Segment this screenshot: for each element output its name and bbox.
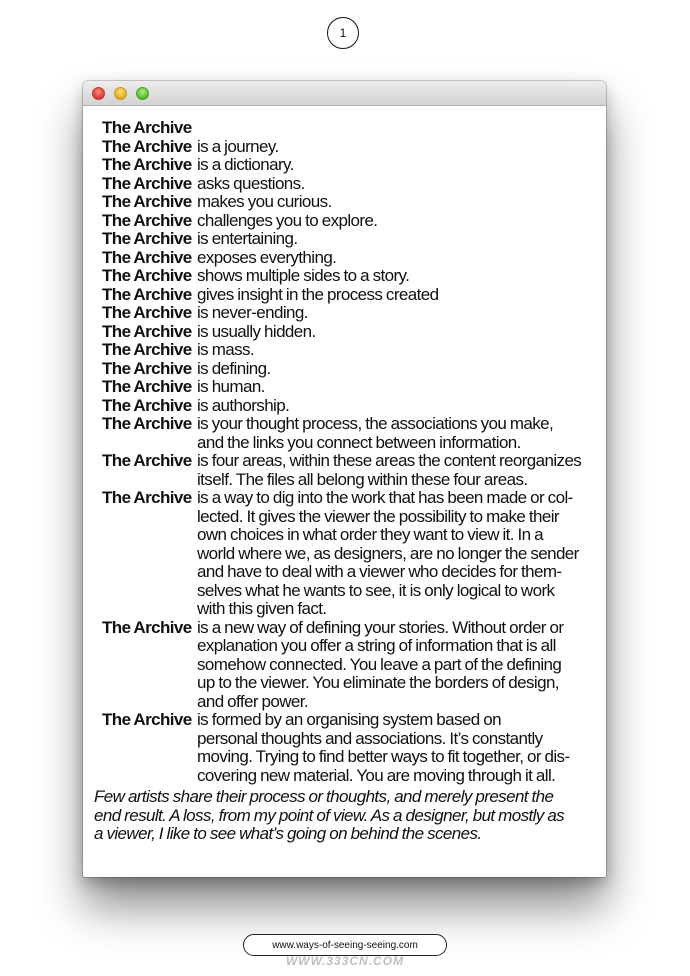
entry-text: gives insight in the process created xyxy=(197,284,439,304)
archive-entry xyxy=(102,156,602,175)
archive-entry xyxy=(102,286,602,305)
entry-label: The Archive xyxy=(102,173,192,193)
entry-text: is authorship. xyxy=(197,395,290,415)
entry-text: is your thought process, the associations you make, and the links you connect between information. xyxy=(197,414,554,452)
entry-label: The Archive xyxy=(102,192,192,211)
archive-entry xyxy=(102,341,602,360)
app-window xyxy=(83,81,606,877)
entry-text: is four areas, within these areas the content reorganizes itself. The files all belong within these four areas. xyxy=(197,451,582,489)
archive-entry xyxy=(102,249,602,268)
entry-text: is mass. xyxy=(197,340,255,359)
archive-entry xyxy=(102,619,602,712)
archive-entry xyxy=(102,138,602,157)
entry-text: is a dictionary. xyxy=(197,155,294,174)
entry-text: is a new way of defining your stories. Without order or explanation you offer a string of information that is all somehow connected. You leave a part of the defining up to the viewer. You eliminate the borders of design, and offer power. xyxy=(197,617,564,711)
entry-label: The Archive xyxy=(102,358,192,378)
archive-text xyxy=(94,118,602,844)
close-window-icon[interactable] xyxy=(92,87,105,100)
entry-text: is usually hidden. xyxy=(197,321,316,341)
archive-entry xyxy=(102,397,602,416)
entry-text: shows multiple sides to a story. xyxy=(197,266,410,285)
archive-entry xyxy=(102,323,602,342)
entry-label: The Archive xyxy=(102,284,192,304)
archive-entries xyxy=(102,138,602,786)
page-number-badge: 1 xyxy=(327,17,359,49)
archive-entry xyxy=(102,360,602,379)
entry-text: makes you curious. xyxy=(197,192,332,211)
entry-text: asks questions. xyxy=(197,173,305,193)
entry-text: challenges you to explore. xyxy=(197,210,378,230)
entry-label: The Archive xyxy=(102,377,192,396)
zoom-window-icon[interactable] xyxy=(136,87,149,100)
entry-label: The Archive xyxy=(102,210,192,230)
entry-label: The Archive xyxy=(102,340,192,359)
entry-label: The Archive xyxy=(102,451,192,470)
window-titlebar[interactable] xyxy=(83,81,606,106)
entry-text: is human. xyxy=(197,377,265,396)
archive-entry xyxy=(102,267,602,286)
entry-label: The Archive xyxy=(102,488,192,507)
entry-label: The Archive xyxy=(102,395,192,415)
archive-entry xyxy=(102,193,602,212)
entry-label: The Archive xyxy=(102,303,192,322)
entry-label: The Archive xyxy=(102,414,192,433)
archive-entry xyxy=(102,711,602,785)
entry-label: The Archive xyxy=(102,247,192,267)
archive-entry xyxy=(102,415,602,452)
archive-entry xyxy=(102,452,602,489)
closing-quote: Few artists share their process or thoughts, and merely present the end result. A loss, from my point of view. As a designer, but mostly as a viewer, I like to see what’s going on behind the scenes. xyxy=(94,787,565,843)
archive-entry xyxy=(102,304,602,323)
source-url[interactable]: www.ways-of-seeing-seeing.com xyxy=(243,934,447,956)
watermark: WWW.333CN.COM xyxy=(285,954,405,968)
archive-entry xyxy=(102,378,602,397)
archive-entry xyxy=(102,230,602,249)
entry-label: The Archive xyxy=(102,321,192,341)
entry-text: is a way to dig into the work that has been made or col- lected. It gives the viewer the possibility to make their own choices in what order they want to view it. In a world where we, as designers, are no longer the sender and have to deal with a viewer who decides for them- selves what he wants to see, it is only logical to work with this given fact. xyxy=(197,488,579,618)
entry-text: is never-ending. xyxy=(197,303,308,322)
archive-entry xyxy=(102,175,602,194)
entry-label: The Archive xyxy=(102,136,192,156)
archive-heading: The Archive xyxy=(102,118,192,137)
minimize-window-icon[interactable] xyxy=(114,87,127,100)
entry-label: The Archive xyxy=(102,229,192,248)
entry-label: The Archive xyxy=(102,617,192,637)
entry-text: is entertaining. xyxy=(197,229,298,248)
entry-text: exposes everything. xyxy=(197,247,337,267)
entry-label: The Archive xyxy=(102,266,192,285)
entry-text: is a journey. xyxy=(197,136,279,156)
entry-label: The Archive xyxy=(102,155,192,174)
entry-text: is defining. xyxy=(197,358,271,378)
entry-label: The Archive xyxy=(102,710,192,729)
archive-entry xyxy=(102,489,602,619)
entry-text: is formed by an organising system based on personal thoughts and associations. It’s constantly moving. Trying to find better ways to fit together, or dis- covering new material. You are moving through it all. xyxy=(197,710,570,785)
heading-line xyxy=(102,119,602,138)
archive-entry xyxy=(102,212,602,231)
